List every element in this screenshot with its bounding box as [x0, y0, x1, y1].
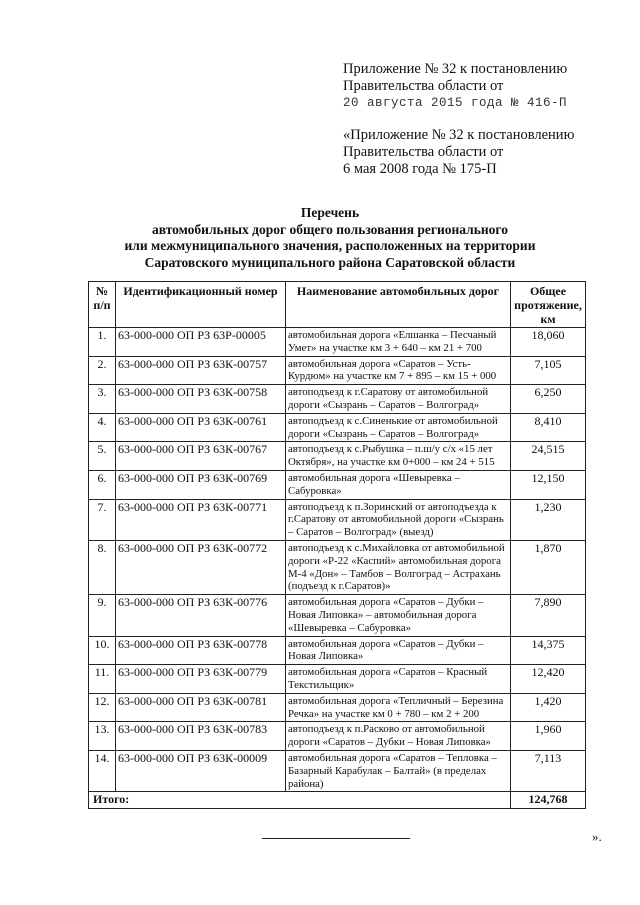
road-name: автоподъезд к с.Синенькие от автомобильной дороги «Сызрань – Саратов – Волгоград» [286, 413, 511, 442]
road-length: 1,420 [511, 693, 586, 722]
road-length: 14,375 [511, 636, 586, 665]
road-id: 63-000-000 ОП РЗ 63К-00778 [116, 636, 286, 665]
road-id: 63-000-000 ОП РЗ 63К-00781 [116, 693, 286, 722]
date-stamp: 20 августа 2015 года № 416-П [343, 96, 568, 110]
road-name: автомобильная дорога «Саратов – Дубки – Новая Липовка» – автомобильная дорога «Шевыревка – Сабуровка» [286, 595, 511, 636]
row-number: 7. [89, 499, 116, 540]
road-length: 7,113 [511, 750, 586, 791]
road-id: 63-000-000 ОП РЗ 63Р-00005 [116, 328, 286, 357]
road-id: 63-000-000 ОП РЗ 63К-00758 [116, 385, 286, 414]
table-row [89, 540, 586, 594]
col-header-num: № п/п [89, 282, 116, 328]
header-block-original [343, 127, 574, 178]
total-label: Итого: [89, 792, 511, 809]
table-row [89, 693, 586, 722]
header-line: Правительства области от [343, 144, 504, 160]
road-name: автомобильная дорога «Тепличный – Березина Речка» на участке км 0 + 780 – км 2 + 200 [286, 693, 511, 722]
road-id: 63-000-000 ОП РЗ 63К-00761 [116, 413, 286, 442]
table-row [89, 442, 586, 471]
table-row [89, 328, 586, 357]
table-row [89, 470, 586, 499]
header-line: 6 мая 2008 года № 175-П [343, 161, 497, 177]
road-name: автоподъезд к п.Зоринский от автоподъезда к г.Саратову от автомобильной дороги «Сызрань – Саратов – Волгоград» (выезд) [286, 499, 511, 540]
row-number: 9. [89, 595, 116, 636]
road-id: 63-000-000 ОП РЗ 63К-00776 [116, 595, 286, 636]
table-header-row [89, 282, 586, 328]
road-name: автоподъезд к г.Саратову от автомобильной дороги «Сызрань – Саратов – Волгоград» [286, 385, 511, 414]
title-line: Саратовского муниципального района Саратовской области [144, 254, 516, 270]
row-number: 12. [89, 693, 116, 722]
road-name: автомобильная дорога «Шевыревка – Сабуровка» [286, 470, 511, 499]
row-number: 11. [89, 665, 116, 694]
road-name: автомобильная дорога «Саратов – Тепловка – Базарный Карабулак – Балтай» (в пределах района) [286, 750, 511, 791]
road-name: автоподъезд к п.Расково от автомобильной дороги «Саратов – Дубки – Новая Липовка» [286, 722, 511, 751]
road-id: 63-000-000 ОП РЗ 63К-00771 [116, 499, 286, 540]
table-row [89, 499, 586, 540]
document-title [60, 205, 600, 271]
table-row [89, 356, 586, 385]
road-length: 24,515 [511, 442, 586, 471]
row-number: 8. [89, 540, 116, 594]
road-length: 1,960 [511, 722, 586, 751]
road-name: автомобильная дорога «Саратов – Красный Текстильщик» [286, 665, 511, 694]
row-number: 10. [89, 636, 116, 665]
road-name: автоподъезд к с.Рыбушка – п.ш/у с/х «15 лет Октября», на участке км 0+000 – км 24 + 515 [286, 442, 511, 471]
title-line: или межмуниципального значения, расположенных на территории [124, 238, 536, 253]
roads-table [88, 281, 586, 809]
title-line: Перечень [300, 205, 360, 220]
header-line: «Приложение № 32 к постановлению [343, 127, 575, 143]
road-id: 63-000-000 ОП РЗ 63К-00783 [116, 722, 286, 751]
closing-quote: ». [592, 829, 602, 844]
road-id: 63-000-000 ОП РЗ 63К-00757 [116, 356, 286, 385]
col-header-id: Идентификационный номер [116, 282, 286, 328]
table-row [89, 665, 586, 694]
title-line: автомобильных дорог общего пользования регионального [152, 221, 508, 237]
road-name: автомобильная дорога «Саратов – Дубки – Новая Липовка» [286, 636, 511, 665]
row-number: 2. [89, 356, 116, 385]
table-row [89, 595, 586, 636]
road-length: 12,420 [511, 665, 586, 694]
col-header-length: Общее протяжение, км [511, 282, 586, 328]
header-line: Приложение № 32 к постановлению [343, 61, 568, 77]
table-row [89, 722, 586, 751]
header-line: Правительства области от [343, 78, 504, 94]
road-length: 1,870 [511, 540, 586, 594]
road-name: автоподъезд к с.Михайловка от автомобильной дороги «Р-22 «Каспий» автомобильная дорога М-4 «Дон» – Тамбов – Волгоград – Астрахань (подъезд к г.Саратов)» [286, 540, 511, 594]
table-row [89, 636, 586, 665]
road-name: автомобильная дорога «Елшанка – Песчаный Умет» на участке км 3 + 640 – км 21 + 700 [286, 328, 511, 357]
road-length: 7,890 [511, 595, 586, 636]
road-id: 63-000-000 ОП РЗ 63К-00779 [116, 665, 286, 694]
table-row [89, 413, 586, 442]
total-row [89, 792, 586, 809]
total-value: 124,768 [511, 792, 586, 809]
road-id: 63-000-000 ОП РЗ 63К-00772 [116, 540, 286, 594]
road-length: 7,105 [511, 356, 586, 385]
header-block [343, 61, 567, 112]
road-length: 18,060 [511, 328, 586, 357]
road-id: 63-000-000 ОП РЗ 63К-00767 [116, 442, 286, 471]
col-header-name: Наименование автомобильных дорог [286, 282, 511, 328]
row-number: 3. [89, 385, 116, 414]
road-id: 63-000-000 ОП РЗ 63К-00769 [116, 470, 286, 499]
row-number: 13. [89, 722, 116, 751]
road-name: автомобильная дорога «Саратов – Усть-Курдюм» на участке км 7 + 895 – км 15 + 000 [286, 356, 511, 385]
row-number: 1. [89, 328, 116, 357]
row-number: 14. [89, 750, 116, 791]
table-row [89, 385, 586, 414]
road-length: 6,250 [511, 385, 586, 414]
bottom-rule [262, 838, 410, 839]
road-length: 12,150 [511, 470, 586, 499]
road-length: 8,410 [511, 413, 586, 442]
road-id: 63-000-000 ОП РЗ 63К-00009 [116, 750, 286, 791]
row-number: 5. [89, 442, 116, 471]
table-row [89, 750, 586, 791]
row-number: 6. [89, 470, 116, 499]
road-length: 1,230 [511, 499, 586, 540]
row-number: 4. [89, 413, 116, 442]
